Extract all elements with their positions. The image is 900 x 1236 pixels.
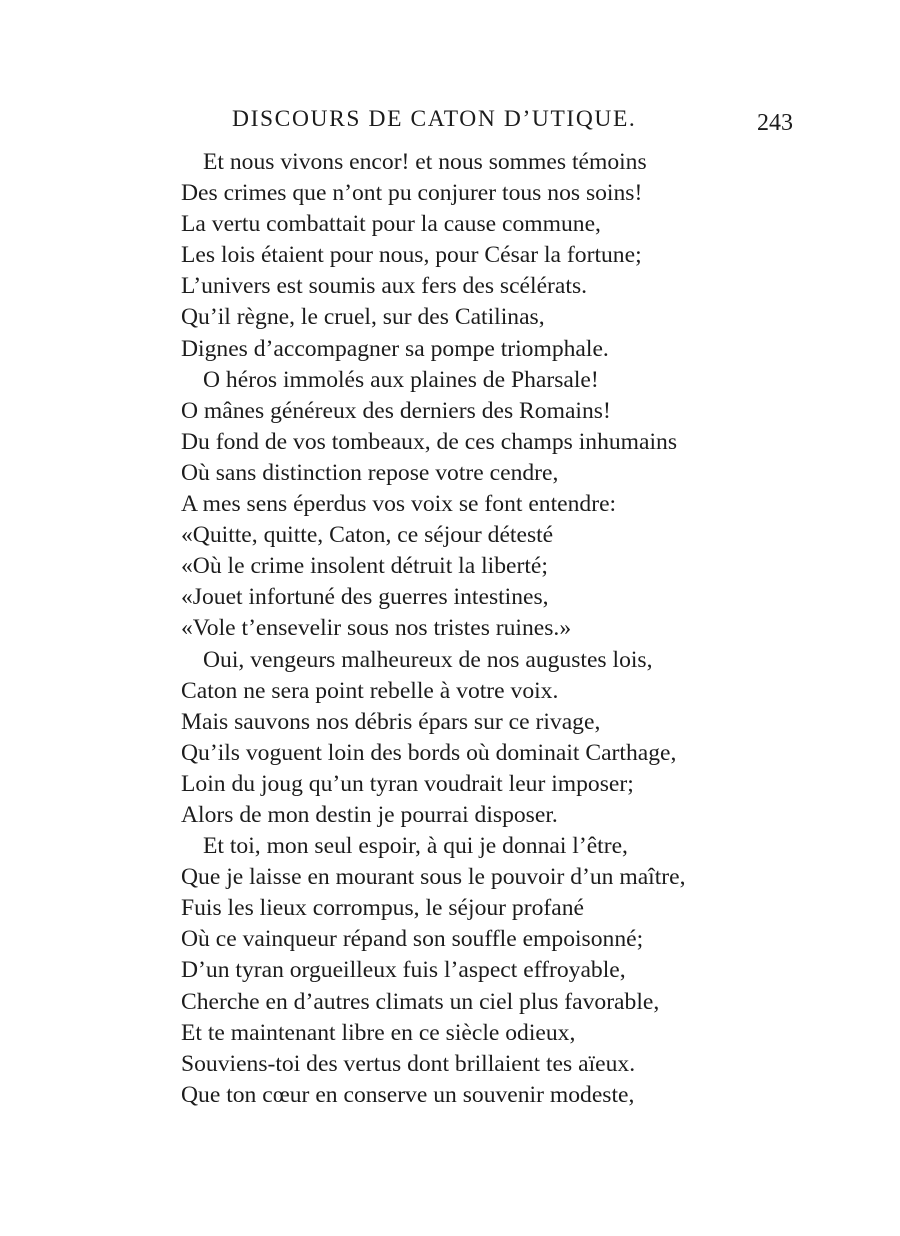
verse-block (181, 147, 801, 1111)
verse-line: L’univers est soumis aux fers des scélérats. (181, 273, 588, 300)
verse-line: «Où le crime insolent détruit la liberté; (181, 553, 548, 580)
verse-line: Qu’il règne, le cruel, sur des Catilinas, (181, 304, 545, 331)
verse-line: Les lois étaient pour nous, pour César la fortune; (181, 242, 642, 269)
verse-line: Dignes d’accompagner sa pompe triomphale. (181, 335, 609, 362)
verse-line: Que je laisse en mourant sous le pouvoir d’un maître, (181, 864, 686, 891)
verse-line: Et nous vivons encor! et nous sommes témoins (203, 149, 647, 175)
verse-line: O héros immolés aux plaines de Pharsale! (203, 366, 599, 393)
verse-line: Souviens-toi des vertus dont brillaient tes aïeux. (181, 1050, 636, 1077)
page-number: 243 (757, 110, 793, 136)
verse-line: A mes sens éperdus vos voix se font entendre: (181, 491, 617, 518)
verse-line: La vertu combattait pour la cause commune, (181, 211, 601, 238)
verse-line: O mânes généreux des derniers des Romains! (181, 397, 611, 424)
verse-line: «Quitte, quitte, Caton, ce séjour détesté (181, 522, 554, 549)
verse-line: Loin du joug qu’un tyran voudrait leur imposer; (181, 770, 634, 797)
verse-line: D’un tyran orgueilleux fuis l’aspect effroyable, (181, 957, 626, 984)
running-title: DISCOURS DE CATON D’UTIQUE. (232, 106, 637, 132)
verse-line: Cherche en d’autres climats un ciel plus favorable, (181, 988, 660, 1015)
verse-line: Des crimes que n’ont pu conjurer tous nos soins! (181, 180, 643, 207)
verse-line: Fuis les lieux corrompus, le séjour profané (181, 895, 584, 922)
verse-line: Que ton cœur en conserve un souvenir modeste, (181, 1081, 635, 1108)
verse-line: Caton ne sera point rebelle à votre voix. (181, 677, 559, 704)
verse-line: Et te maintenant libre en ce siècle odieux, (181, 1019, 576, 1046)
verse-line: Alors de mon destin je pourrai disposer. (181, 801, 558, 828)
verse-line: Où sans distinction repose votre cendre, (181, 459, 559, 486)
verse-line: Du fond de vos tombeaux, de ces champs inhumains (181, 428, 678, 455)
verse-line: Oui, vengeurs malheureux de nos augustes lois, (203, 646, 653, 673)
verse-line: Qu’ils voguent loin des bords où dominait Carthage, (181, 739, 677, 766)
verse-line: Où ce vainqueur répand son souffle empoisonné; (181, 926, 644, 953)
verse-line: Mais sauvons nos débris épars sur ce rivage, (181, 708, 601, 735)
verse-line: «Jouet infortuné des guerres intestines, (181, 584, 549, 611)
verse-line: Et toi, mon seul espoir, à qui je donnai l’être, (203, 833, 628, 860)
verse-line: «Vole t’ensevelir sous nos tristes ruines.» (181, 615, 572, 642)
